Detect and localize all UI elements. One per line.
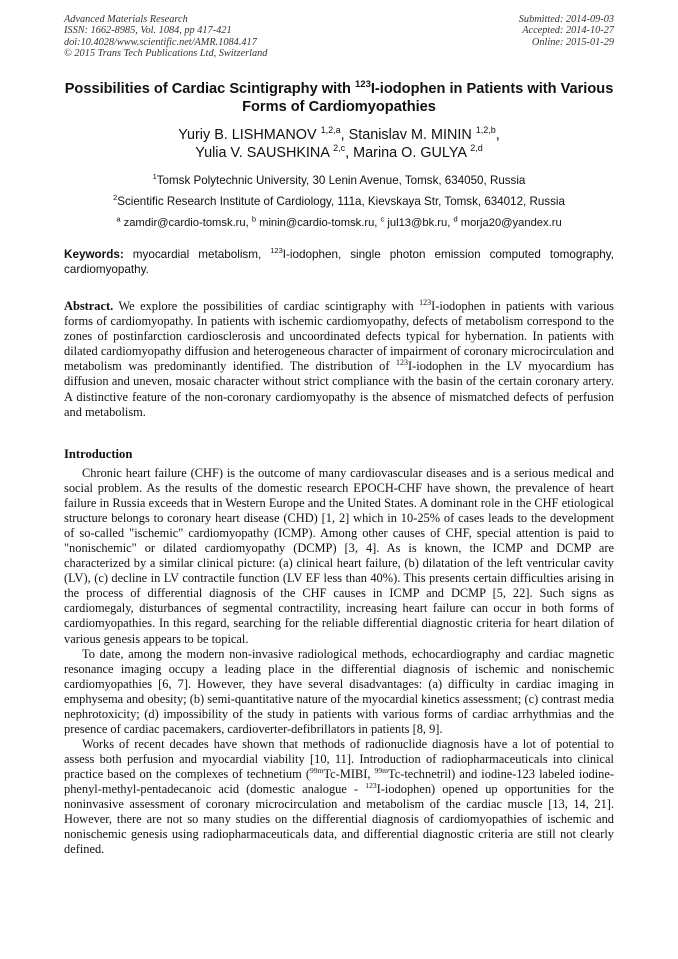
email-link[interactable]: minin@cardio-tomsk.ru,	[259, 217, 381, 229]
author: Yulia V. SAUSHKINA $^{2,c}$	[195, 143, 346, 161]
copyright: © 2015 Trans Tech Publications Ltd, Switzerland	[64, 48, 268, 60]
keywords-label: Keywords:	[64, 248, 124, 261]
section-heading-introduction: Introduction	[64, 447, 133, 461]
author: Yuriy B. LISHMANOV $^{1,2,a}$	[178, 125, 341, 143]
online-date: Online: 2015-01-29	[531, 36, 614, 48]
affiliation-1: $^1$Tomsk Polytechnic University, 30 Lenin Avenue, Tomsk, 634050, Russia	[152, 172, 526, 187]
journal-info	[64, 14, 267, 60]
paper-title	[50, 80, 628, 116]
paragraph: Chronic heart failure (CHF) is the outcome of many cardiovascular diseases and is a serious medical and social problem. As the results of the domestic research EPOCH-CHF have shown, the prevalence of heart failure in Russia exceeds that in Western Europe and the United States. A dominant role in the CHF etiological structure belongs to coronary heart disease (CHD) [1, 2] which in 10-25% of cases leads to the development of so-called "ischemic" cardiomyopathy (ICMP). Among other causes of CHF, special attention is paid to "nonischemic" or dilated cardiomyopathy (DCMP) [3, 4]. As is known, the ICMP and DCMP are characterized by a similar clinical picture: (a) clinical heart failure, (b) dilatation of the left ventricular cavity (LV), (c) decline in LV contractile function (LV EF less than 40%). This presents certain difficulties arising in the process of differential diagnosis of the CHF causes in ICMP and DCMP [5, 22]. Such signs as cardiomegaly, disturbances of segmental contractility, increasing heart failure can occur in both forms of cardiomyopathies. In this regard, searching for the reliable differential diagnostic criteria for heart dilation of various genesis appears to be topical.	[64, 466, 614, 646]
author: Stanislav M. MININ $^{1,2,b}$	[348, 125, 496, 143]
title-text-2: I-iodophen in Patients with Various Forms of Cardiomyopathies	[242, 81, 614, 116]
introduction-body	[64, 466, 614, 857]
submitted-date: Submitted: 2014-09-03	[518, 14, 614, 25]
title-text-1: Possibilities of Cardiac Scintigraphy with	[64, 81, 356, 97]
issn-volume: ISSN: 1662-8985, Vol. 1084, pp 417-421	[64, 25, 232, 37]
accepted-date: Accepted: 2014-10-27	[522, 25, 614, 37]
affiliation-2: $^2$Scientific Research Institute of Cardiology, 111a, Kievskaya Str, Tomsk, 634012, Russia	[113, 193, 565, 208]
author: Marina O. GULYA $^{2,d}$	[353, 143, 483, 161]
email-link[interactable]: zamdir@cardio-tomsk.ru,	[123, 217, 252, 229]
author-emails: $^a$ zamdir@cardio-tomsk.ru, $^b$ minin@cardio-tomsk.ru, $^c$ jul13@bk.ru, $^d$ morja20@yandex.ru	[116, 214, 562, 229]
journal-name: Advanced Materials Research	[64, 14, 188, 25]
email-link[interactable]: morja20@yandex.ru	[460, 217, 562, 229]
abstract-label: Abstract.	[64, 299, 114, 313]
paragraph: Works of recent decades have shown that methods of radionuclide diagnosis have a lot of potential to assess both perfusion and myocardial viability [10, 11]. Introduction of radiopharmaceuticals into clinical practice based on the complexes of technetium ($^{99m}$Tc-MIBI, $^{99m}$Tc-technetril) and iodine-123 labeled iodine-phenyl-methyl-pentadecanoic acid (domestic analogue - $^{123}$I-iodophen) opened up opportunities for the noninvasive assessment of coronary microcirculation and metabolism of the cardiac muscle [13, 14, 21]. However, there are not so many studies on the differential diagnosis of cardiomyopathies of ischemic and nonischemic genesis using radiopharmaceuticals data, and differential diagnostic criteria are still not clearly defined.	[64, 736, 615, 857]
abstract: Abstract. We explore the possibilities of cardiac scintigraphy with $^{123}$I-iodophen in patients with various forms of cardiomyopathy. In patients with ischemic cardiomyopathy, defects of metabolism correspond to the zones of postinfarction cardiosclerosis and uncoordinated defects typical for hybernation. In patients with dilated cardiomyopathy diffusion and heterogeneous character of impairment of coronary microcirculation and metabolism was predominantly identified. The distribution of $^{123}$I-iodophen in the LV myocardium has diffusion and uneven, mosaic character without strict compliance with the basin of the certain coronary artery. A distinctive feature of the non-coronary cardiomyopathy is the absence of mismatched defects of perfusion and metabolism.	[64, 297, 614, 419]
paragraph: To date, among the modern non-invasive radiological methods, echocardiography and cardiac magnetic resonance imaging occupy a leading place in the differential diagnosis of ischemic and nonischemic cardiomyopathies [6, 7]. However, they have several disadvantages: (a) difficulty in cardiac imaging in emphysema and obesity; (b) semi-quantitative nature of the myocardial kinetics assessment; (c) contrast media nephrotoxicity; (d) impossibility of the study in patients with various forms of cardiac arrhythmias and the presence of cardiac pacemakers, cardioverter-defibrillators in patients [8, 9].	[64, 646, 614, 736]
doi: doi:10.4028/www.scientific.net/AMR.1084.417	[64, 36, 257, 48]
title-isotope: 123	[355, 79, 371, 91]
submission-dates	[519, 14, 614, 48]
author-list: Yuriy B. LISHMANOV $^{1,2,a}$, Stanislav M. MININ $^{1,2,b}$, Yulia V. SAUSHKINA $^{2,c}$, Marina O. GULYA $^{2,d}$	[178, 125, 500, 161]
email-link[interactable]: jul13@bk.ru,	[387, 217, 454, 229]
keywords: Keywords: myocardial metabolism, $^{123}$I-iodophen, single photon emission computed tomography, cardiomyopathy.	[64, 246, 614, 276]
